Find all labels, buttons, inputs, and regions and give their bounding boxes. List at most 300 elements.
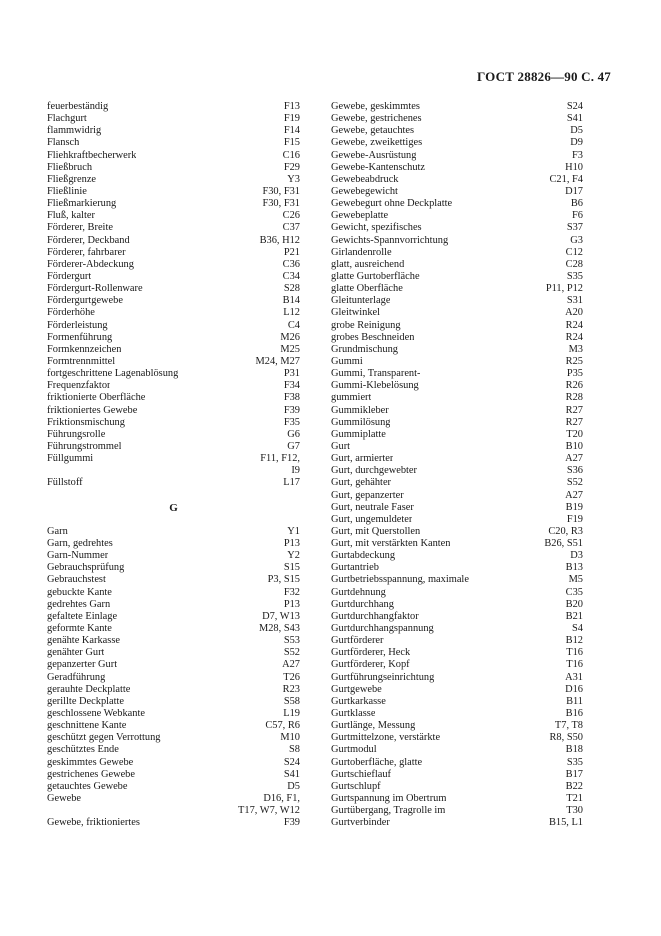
entry-code: C4: [287, 319, 300, 331]
right-column: [331, 101, 583, 829]
entry-term: Frequenzfaktor: [47, 380, 111, 392]
index-entry: [331, 744, 583, 756]
entry-term: Förderleistung: [47, 319, 108, 331]
entry-term: Fließlinie: [47, 185, 87, 197]
entry-code: D7, W13: [262, 610, 300, 622]
entry-code: B17: [565, 768, 583, 780]
entry-term: Gurtförderer: [331, 635, 384, 647]
entry-code: M5: [568, 574, 583, 586]
entry-term: Garn: [47, 525, 68, 537]
index-entry: [331, 611, 583, 623]
entry-term: glatte Gurtoberfläche: [331, 270, 420, 282]
spacer: [47, 490, 300, 502]
entry-term: Führungsrolle: [47, 428, 106, 440]
entry-code: P3, S15: [267, 574, 300, 586]
entry-code: S15: [283, 562, 300, 574]
index-entry: [47, 599, 300, 611]
entry-code: T17, W7, W12: [238, 805, 300, 817]
entry-code: M26: [280, 331, 300, 343]
index-entry: [331, 150, 583, 162]
entry-term: Gewebe, geskimmtes: [331, 101, 420, 112]
index-entry: [47, 757, 300, 769]
index-entry: [47, 441, 300, 453]
index-entry: [331, 502, 583, 514]
entry-code: R24: [565, 331, 583, 343]
index-entry: [331, 538, 583, 550]
entry-code: F19: [566, 513, 583, 525]
index-entry: [331, 465, 583, 477]
index-entry: [47, 817, 300, 829]
entry-term: Gewebe, getauchtes: [331, 125, 415, 137]
index-entry: [47, 198, 300, 210]
entry-term: Fliehkraftbecherwerk: [47, 149, 137, 161]
index-entry: [331, 307, 583, 319]
entry-term: genähte Karkasse: [47, 635, 120, 647]
entry-code: R23: [282, 683, 300, 695]
entry-code: P35: [566, 368, 583, 380]
entry-term: Friktionsmischung: [47, 416, 125, 428]
entry-code: C20, R3: [548, 525, 583, 537]
entry-code: Y2: [287, 550, 300, 562]
entry-term: Fördergurtgewebe: [47, 295, 123, 307]
entry-code: D5: [570, 125, 583, 137]
index-entry: [331, 684, 583, 696]
index-entry: [47, 368, 300, 380]
entry-term: fortgeschrittene Lagenablösung: [47, 368, 179, 380]
entry-code: A27: [565, 453, 583, 465]
index-entry: [331, 453, 583, 465]
index-entry: [47, 623, 300, 635]
index-entry: [47, 392, 300, 404]
index-entry: [47, 793, 300, 805]
entry-code: A27: [565, 489, 583, 501]
entry-code: P13: [283, 598, 300, 610]
entry-term: Gurtdurchhangspannung: [331, 623, 434, 635]
index-entry: [331, 356, 583, 368]
entry-term: Gewebeplatte: [331, 210, 389, 222]
entry-code: D5: [287, 780, 300, 792]
entry-code: T20: [566, 428, 583, 440]
entry-code: R8, S50: [549, 732, 583, 744]
entry-code: F30, F31: [262, 198, 300, 210]
index-entry: [47, 611, 300, 623]
entry-code: B16: [565, 708, 583, 720]
entry-term: Grundmischung: [331, 343, 398, 355]
entry-code: S36: [566, 465, 583, 477]
index-entry: [331, 757, 583, 769]
entry-code: P13: [283, 538, 300, 550]
entry-term: Gurt, ungemuldeter: [331, 513, 413, 525]
entry-code: L12: [283, 307, 300, 319]
index-entry: [47, 283, 300, 295]
entry-term: Füllstoff: [47, 477, 83, 489]
entry-term: Förderer, Breite: [47, 222, 113, 234]
index-entry: [47, 720, 300, 732]
entry-term: Gurtkarkasse: [331, 695, 386, 707]
entry-term: Formkennzeichen: [47, 343, 122, 355]
entry-code: T21: [566, 793, 583, 805]
index-entry: [47, 769, 300, 781]
entry-term: Gurtabdeckung: [331, 550, 396, 562]
entry-term: Gebrauchstest: [47, 574, 106, 586]
entry-code: B21: [565, 610, 583, 622]
entry-code: C28: [565, 258, 583, 270]
entry-code: M3: [568, 343, 583, 355]
index-entry: [331, 417, 583, 429]
index-entry: [331, 514, 583, 526]
entry-code: F30, F31: [262, 185, 300, 197]
entry-code: M10: [280, 732, 300, 744]
entry-code: B26, S51: [544, 538, 583, 550]
entry-code: F34: [283, 380, 300, 392]
entry-code: G7: [287, 440, 300, 452]
entry-term: Gewebe, friktioniertes: [47, 817, 140, 829]
entry-term: Gewebegewicht: [331, 185, 398, 197]
entry-code: S53: [283, 635, 300, 647]
entry-code: S41: [283, 768, 300, 780]
entry-code: B36, H12: [259, 234, 300, 246]
index-entry: [47, 708, 300, 720]
index-entry: [47, 635, 300, 647]
entry-code: A31: [565, 671, 583, 683]
entry-code: S52: [566, 477, 583, 489]
entry-term: feuerbeständig: [47, 101, 109, 112]
entry-term: Gurt, neutrale Faser: [331, 501, 414, 513]
entry-term: geskimmtes Gewebe: [47, 756, 134, 768]
entry-term: Garn, gedrehtes: [47, 538, 113, 550]
entry-term: Gurt: [331, 440, 351, 452]
index-entry: [331, 137, 583, 149]
index-entry: [331, 186, 583, 198]
index-entry: [331, 769, 583, 781]
entry-code: F19: [283, 113, 300, 125]
index-entry: [331, 441, 583, 453]
entry-code: T7, T8: [554, 720, 583, 732]
entry-term: Gurt, mit Querstollen: [331, 525, 421, 537]
index-entry: [47, 587, 300, 599]
index-entry: [331, 562, 583, 574]
entry-code: R27: [565, 416, 583, 428]
entry-term: Gurtlänge, Messung: [331, 720, 416, 732]
entry-code: S24: [566, 101, 583, 112]
entry-term: Geradführung: [47, 671, 106, 683]
index-entry: [331, 526, 583, 538]
entry-code: B15, L1: [548, 817, 583, 829]
index-entry: [47, 453, 300, 465]
entry-code: B11: [566, 695, 583, 707]
entry-term: Förderhöhe: [47, 307, 95, 319]
index-entry: [47, 781, 300, 793]
entry-code: M24, M27: [255, 355, 300, 367]
entry-code: F38: [283, 392, 300, 404]
entry-term: geschütztes Ende: [47, 744, 119, 756]
index-entry: [47, 125, 300, 137]
index-entry: [47, 210, 300, 222]
entry-term: glatt, ausreichend: [331, 258, 405, 270]
entry-term: Gewebeabdruck: [331, 173, 399, 185]
index-entry: [47, 550, 300, 562]
entry-code: D16: [565, 683, 583, 695]
index-entry: [331, 380, 583, 392]
index-entry: [331, 271, 583, 283]
entry-term: gebuckte Kante: [47, 586, 112, 598]
entry-term: Gurtdehnung: [331, 586, 386, 598]
entry-code: M25: [280, 343, 300, 355]
index-entry: [331, 659, 583, 671]
entry-term: Gurtspannung im Obertrum: [331, 793, 447, 805]
left-column: [47, 101, 300, 829]
entry-term: Gurtverbinder: [331, 817, 390, 829]
entry-code: S28: [283, 283, 300, 295]
entry-term: Gummikleber: [331, 404, 389, 416]
index-entry: [47, 477, 300, 489]
entry-code: H10: [565, 161, 583, 173]
entry-term: Gleitunterlage: [331, 295, 391, 307]
entry-code: I9: [291, 465, 300, 477]
entry-term: Gurt, gehähter: [331, 477, 392, 489]
index-entry: [47, 465, 300, 477]
entry-term: Garn-Nummer: [47, 550, 109, 562]
index-entry: [47, 222, 300, 234]
right-list: [331, 101, 583, 829]
entry-term: Gurtübergang, Tragrolle im: [331, 805, 446, 817]
entry-term: Gurtschlupf: [331, 780, 381, 792]
entry-code: D3: [570, 550, 583, 562]
entry-term: Förderer, Deckband: [47, 234, 130, 246]
index-entry: [331, 247, 583, 259]
index-entry: [331, 720, 583, 732]
entry-code: C21, F4: [549, 173, 583, 185]
entry-term: Flachgurt: [47, 113, 87, 125]
index-entry: [47, 295, 300, 307]
index-entry: [331, 647, 583, 659]
index-entry: [47, 405, 300, 417]
index-entry: [331, 368, 583, 380]
entry-code: F14: [283, 125, 300, 137]
entry-term: Gewebegurt ohne Deckplatte: [331, 198, 453, 210]
entry-term: Gewichts-Spannvorrichtung: [331, 234, 449, 246]
index-entry: [331, 210, 583, 222]
entry-code: C26: [282, 210, 300, 222]
entry-term: Formenführung: [47, 331, 113, 343]
index-entry: [331, 283, 583, 295]
index-entry: [331, 708, 583, 720]
index-entry: [331, 793, 583, 805]
entry-code: B18: [565, 744, 583, 756]
entry-term: Gewebe, gestrichenes: [331, 113, 422, 125]
entry-code: C36: [282, 258, 300, 270]
entry-term: grobe Reinigung: [331, 319, 401, 331]
entry-code: B14: [282, 295, 300, 307]
index-entry: [331, 259, 583, 271]
entry-term: Gurtdurchhang: [331, 598, 394, 610]
entry-code: T16: [566, 659, 583, 671]
index-entry: [47, 186, 300, 198]
index-entry: [331, 429, 583, 441]
index-entry: [47, 344, 300, 356]
entry-term: Gummiplatte: [331, 428, 386, 440]
entry-code: R28: [565, 392, 583, 404]
entry-code: P31: [283, 368, 300, 380]
entry-term: Gummilösung: [331, 416, 391, 428]
entry-term: genähter Gurt: [47, 647, 105, 659]
entry-term: gestrichenes Gewebe: [47, 768, 135, 780]
spacer: [47, 514, 300, 526]
index-entry: [47, 672, 300, 684]
entry-code: R24: [565, 319, 583, 331]
entry-term: gefaltete Einlage: [47, 610, 118, 622]
entry-code: C37: [282, 222, 300, 234]
entry-code: L17: [283, 477, 300, 489]
entry-code: F11, F12,: [260, 453, 300, 465]
entry-code: F13: [283, 101, 300, 112]
entry-code: S24: [283, 756, 300, 768]
index-entry: [331, 477, 583, 489]
index-entry: [331, 125, 583, 137]
section-letter-g: G: [169, 501, 178, 514]
index-entry: [331, 696, 583, 708]
entry-term: Gurtantrieb: [331, 562, 379, 574]
entry-code: S41: [566, 113, 583, 125]
index-entry: [331, 574, 583, 586]
index-entry: [331, 113, 583, 125]
index-entry: [47, 137, 300, 149]
entry-code: S8: [289, 744, 300, 756]
entry-code: F35: [283, 416, 300, 428]
index-entry: [331, 320, 583, 332]
entry-code: P11, P12: [545, 283, 583, 295]
entry-code: R25: [565, 355, 583, 367]
entry-code: P21: [283, 246, 300, 258]
index-entry: [331, 623, 583, 635]
entry-term: Fluß, kalter: [47, 210, 95, 222]
entry-code: D16, F1,: [263, 793, 300, 805]
entry-code: M28, S43: [259, 623, 300, 635]
entry-code: T26: [283, 671, 300, 683]
entry-term: Gurt, durchgewebter: [331, 465, 417, 477]
index-entry: [331, 672, 583, 684]
index-entry: [331, 222, 583, 234]
entry-code: Y1: [287, 525, 300, 537]
index-entry: [331, 101, 583, 113]
index-entry: [47, 174, 300, 186]
index-entry: [331, 635, 583, 647]
index-entry: [47, 235, 300, 247]
index-entry: [331, 162, 583, 174]
index-entry: [331, 344, 583, 356]
entry-code: G6: [287, 428, 300, 440]
entry-term: Gewicht, spezifisches: [331, 222, 422, 234]
index-entry: [331, 198, 583, 210]
entry-term: gepanzerter Gurt: [47, 659, 118, 671]
entry-term: Fließbruch: [47, 161, 93, 173]
entry-term: Gurtförderer, Kopf: [331, 659, 410, 671]
entry-code: B19: [565, 501, 583, 513]
index-entry: [331, 781, 583, 793]
index-entry: [47, 380, 300, 392]
entry-term: gerillte Deckplatte: [47, 695, 125, 707]
entry-code: F32: [283, 586, 300, 598]
entry-term: Gewebe, zweikettiges: [331, 137, 423, 149]
entry-code: S58: [283, 695, 300, 707]
entry-code: C57, R6: [265, 720, 300, 732]
entry-code: D17: [565, 185, 583, 197]
index-entry: [47, 150, 300, 162]
entry-code: S52: [283, 647, 300, 659]
index-entry: [47, 696, 300, 708]
entry-code: A27: [282, 659, 300, 671]
entry-term: gummiert: [331, 392, 372, 404]
entry-term: getauchtes Gewebe: [47, 780, 128, 792]
entry-code: C12: [565, 246, 583, 258]
entry-term: Gurt, armierter: [331, 453, 394, 465]
entry-term: Führungstrommel: [47, 440, 122, 452]
entry-code: B13: [565, 562, 583, 574]
index-entry: [47, 307, 300, 319]
entry-code: C35: [565, 586, 583, 598]
index-entry: [331, 295, 583, 307]
index-entry: [331, 805, 583, 817]
entry-term: geschützt gegen Verrottung: [47, 732, 161, 744]
entry-term: Förderer-Abdeckung: [47, 258, 134, 270]
index-entry: [47, 320, 300, 332]
index-entry: [47, 429, 300, 441]
entry-code: S35: [566, 756, 583, 768]
entry-term: Gurtförderer, Heck: [331, 647, 411, 659]
index-entry: [331, 174, 583, 186]
entry-term: Fördergurt: [47, 270, 92, 282]
entry-code: G3: [570, 234, 583, 246]
entry-term: Flansch: [47, 137, 80, 149]
left-g-list: [47, 526, 300, 830]
entry-term: Gebrauchsprüfung: [47, 562, 125, 574]
entry-code: Y3: [287, 173, 300, 185]
entry-code: A20: [565, 307, 583, 319]
entry-term: Gurtdurchhangfaktor: [331, 610, 419, 622]
index-entry: [47, 113, 300, 125]
entry-term: gerauhte Deckplatte: [47, 683, 131, 695]
index-entry: [47, 356, 300, 368]
entry-code: B10: [565, 440, 583, 452]
entry-term: Gurtmodul: [331, 744, 377, 756]
entry-term: geschnittene Kante: [47, 720, 127, 732]
entry-term: Gurtgewebe: [331, 683, 382, 695]
index-entry: [47, 574, 300, 586]
entry-term: Gurt, gepanzerter: [331, 489, 404, 501]
index-entry: [331, 732, 583, 744]
entry-term: Gurtklasse: [331, 708, 376, 720]
index-entry: [47, 744, 300, 756]
entry-term: Fließgrenze: [47, 173, 97, 185]
entry-term: Girlandenrolle: [331, 246, 392, 258]
index-entry: [47, 805, 300, 817]
entry-code: F39: [283, 404, 300, 416]
entry-term: glatte Oberfläche: [331, 283, 403, 295]
entry-code: B20: [565, 598, 583, 610]
index-entry: [331, 332, 583, 344]
index-entry: [47, 247, 300, 259]
entry-term: Gurtoberfläche, glatte: [331, 756, 423, 768]
index-entry: [331, 392, 583, 404]
entry-code: C16: [282, 149, 300, 161]
entry-term: Formtrennmittel: [47, 355, 116, 367]
index-entry: [47, 526, 300, 538]
entry-term: grobes Beschneiden: [331, 331, 415, 343]
entry-term: flammwidrig: [47, 125, 102, 137]
index-entry: [47, 259, 300, 271]
entry-term: Förderer, fahrbarer: [47, 246, 126, 258]
entry-term: Gurtbetriebsspannung, maximale: [331, 574, 469, 586]
